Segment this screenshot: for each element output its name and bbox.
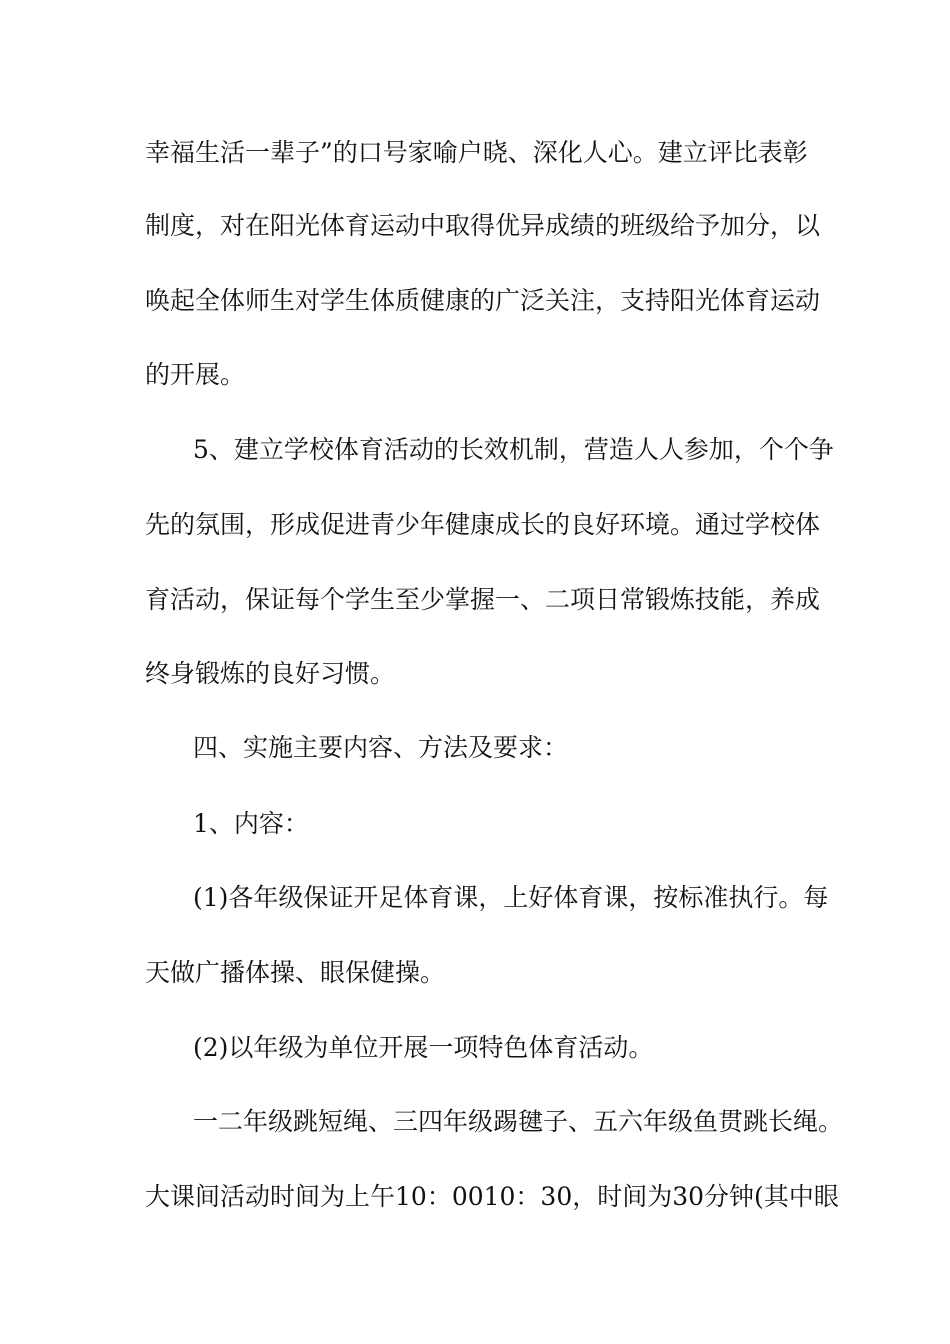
text-line: 终身锻炼的良好习惯。 xyxy=(145,659,396,688)
text-line: 的开展。 xyxy=(145,360,246,389)
text-line: (2)以年级为单位开展一项特色体育活动。 xyxy=(193,1033,654,1062)
text-line: 制度，对在阳光体育运动中取得优异成绩的班级给予加分，以 xyxy=(145,211,821,240)
text-line: 幸福生活一辈子”的口号家喻户晓、深化人心。建立评比表彰 xyxy=(145,138,808,167)
section-heading: 四、实施主要内容、方法及要求： xyxy=(193,733,569,762)
text-line: 唤起全体师生对学生体质健康的广泛关注，支持阳光体育运动 xyxy=(145,286,821,315)
text-line: 先的氛围，形成促进青少年健康成长的良好环境。通过学校体 xyxy=(145,510,821,539)
text-line: 大课间活动时间为上午10：0010：30，时间为30分钟(其中眼 xyxy=(145,1182,839,1211)
text-line: 5、建立学校体育活动的长效机制，营造人人参加，个个争 xyxy=(193,435,834,464)
subsection-heading: 1、内容： xyxy=(193,809,309,838)
text-line: 育活动，保证每个学生至少掌握一、二项日常锻炼技能，养成 xyxy=(145,585,821,614)
text-line: 天做广播体操、眼保健操。 xyxy=(145,958,446,987)
text-line: (1)各年级保证开足体育课，上好体育课，按标准执行。每 xyxy=(193,883,829,912)
text-line: 一二年级跳短绳、三四年级踢毽子、五六年级鱼贯跳长绳。 xyxy=(193,1107,844,1136)
